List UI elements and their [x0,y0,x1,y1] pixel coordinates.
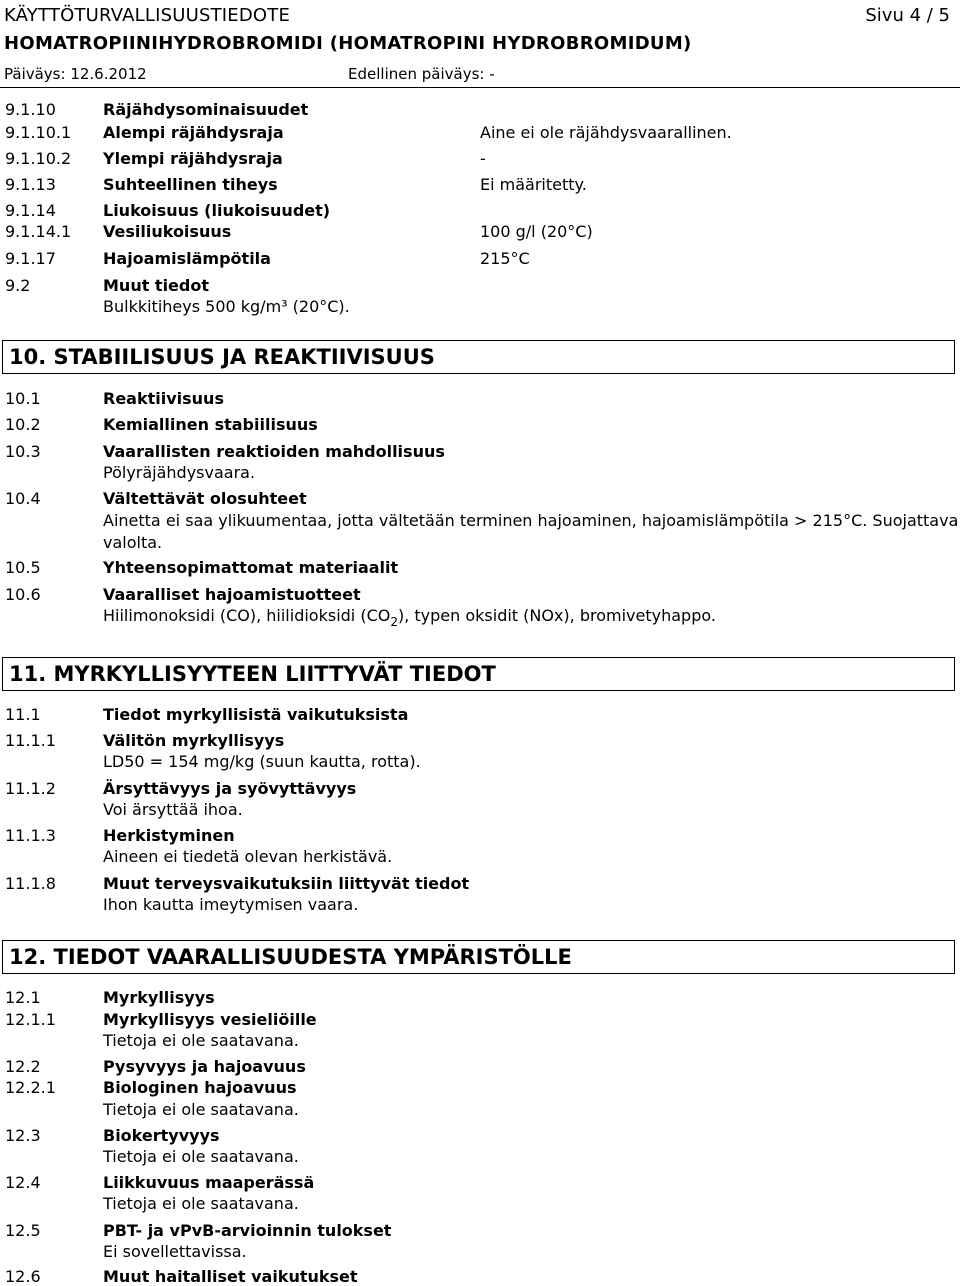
row-value: Aine ei ole räjähdysvaarallinen. [480,123,732,142]
row-text: valolta. [103,533,163,552]
row-number: 12.4 [5,1173,41,1192]
row-text: Aineen ei tiedetä olevan herkistävä. [103,847,393,866]
row-value: 215°C [480,249,530,268]
row-label: Kemiallinen stabiilisuus [103,415,318,434]
row-text [103,606,716,629]
row-label: Myrkyllisyys vesieliöille [103,1010,317,1029]
row-text: Tietoja ei ole saatavana. [103,1100,299,1119]
row-number: 10.1 [5,389,41,408]
row-number: 9.2 [5,276,31,295]
row-number: 11.1.2 [5,779,56,798]
row-value: Ei määritetty. [480,175,587,194]
row-number: 11.1.1 [5,731,56,750]
row-label: Hajoamislämpötila [103,249,271,268]
row-label: Ylempi räjähdysraja [103,149,283,168]
row-text: Tietoja ei ole saatavana. [103,1031,299,1050]
row-label: Muut terveysvaikutuksiin liittyvät tiedot [103,874,470,893]
row-label: Vaaralliset hajoamistuotteet [103,585,361,604]
row-text: LD50 = 154 mg/kg (suun kautta, rotta). [103,752,421,771]
row-label: Liikkuvuus maaperässä [103,1173,315,1192]
row-number: 11.1 [5,705,41,724]
row-number: 11.1.3 [5,826,56,845]
row-text: Ei sovellettavissa. [103,1242,247,1261]
row-number: 12.1.1 [5,1010,56,1029]
row-number: 12.6 [5,1267,41,1286]
section-10-heading [2,340,955,374]
row-label: Vaarallisten reaktioiden mahdollisuus [103,442,445,461]
row-label: Yhteensopimattomat materiaalit [103,558,399,577]
row-number: 9.1.14 [5,201,56,220]
row-number: 10.5 [5,558,41,577]
row-number: 9.1.10.1 [5,123,72,142]
row-label: Tiedot myrkyllisistä vaikutuksista [103,705,409,724]
row-label: Räjähdysominaisuudet [103,100,309,119]
row-label: Reaktiivisuus [103,389,224,408]
row-number: 10.4 [5,489,41,508]
row-label: Ärsyttävyys ja syövyttävyys [103,779,357,798]
issue-date: Päiväys: 12.6.2012 [4,65,147,83]
section-heading-text: 10. STABIILISUUS JA REAKTIIVISUUS [9,345,435,369]
row-label: Pysyvyys ja hajoavuus [103,1057,306,1076]
row-number: 10.3 [5,442,41,461]
product-name: HOMATROPIINIHYDROBROMIDI (HOMATROPINI HYDROBROMIDUM) [4,33,692,54]
row-value: 100 g/l (20°C) [480,222,593,241]
row-label: Biokertyvyys [103,1126,220,1145]
section-heading-text: 11. MYRKYLLISYYTEEN LIITTYVÄT TIEDOT [9,662,496,686]
row-number: 9.1.17 [5,249,56,268]
row-label: Välitön myrkyllisyys [103,731,285,750]
row-text: Pölyräjähdysvaara. [103,463,256,482]
header-divider [0,87,960,88]
page-number: Sivu 4 / 5 [865,5,950,26]
row-label: Vältettävät olosuhteet [103,489,307,508]
row-value: - [480,149,486,168]
row-label: Biologinen hajoavuus [103,1078,297,1097]
section-heading-text: 12. TIEDOT VAARALLISUUDESTA YMPÄRISTÖLLE [9,945,572,969]
row-text: Tietoja ei ole saatavana. [103,1147,299,1166]
row-text: Ainetta ei saa ylikuumentaa, jotta vältetään terminen hajoaminen, hajoamislämpötila > 215°C. Suojattava [103,511,959,530]
section-11-heading [2,657,955,691]
row-number: 10.2 [5,415,41,434]
row-number: 9.1.14.1 [5,222,72,241]
document-title: KÄYTTÖTURVALLISUUSTIEDOTE [4,5,291,26]
row-number: 12.1 [5,988,41,1007]
row-number: 12.5 [5,1221,41,1240]
subscript: 2 [390,615,398,629]
row-label: Herkistyminen [103,826,235,845]
row-text: Tietoja ei ole saatavana. [103,1194,299,1213]
row-number: 9.1.10.2 [5,149,72,168]
section-12-heading [2,940,955,974]
row-number: 12.3 [5,1126,41,1145]
row-text: Bulkkitiheys 500 kg/m³ (20°C). [103,297,350,316]
text-part: Hiilimonoksidi (CO), hiilidioksidi (CO [103,606,391,625]
row-label: Suhteellinen tiheys [103,175,278,194]
text-part: ), typen oksidit (NOx), bromivetyhappo. [397,606,716,625]
row-label: PBT- ja vPvB-arvioinnin tulokset [103,1221,392,1240]
row-label: Muut haitalliset vaikutukset [103,1267,358,1286]
previous-date: Edellinen päiväys: - [348,65,495,83]
row-number: 12.2.1 [5,1078,56,1097]
row-label: Vesiliukoisuus [103,222,232,241]
row-label: Myrkyllisyys [103,988,215,1007]
row-number: 9.1.10 [5,100,56,119]
row-number: 11.1.8 [5,874,56,893]
row-label: Alempi räjähdysraja [103,123,284,142]
row-label: Liukoisuus (liukoisuudet) [103,201,331,220]
row-number: 9.1.13 [5,175,56,194]
row-number: 12.2 [5,1057,41,1076]
row-number: 10.6 [5,585,41,604]
row-text: Ihon kautta imeytymisen vaara. [103,895,359,914]
row-text: Voi ärsyttää ihoa. [103,800,243,819]
row-label: Muut tiedot [103,276,209,295]
